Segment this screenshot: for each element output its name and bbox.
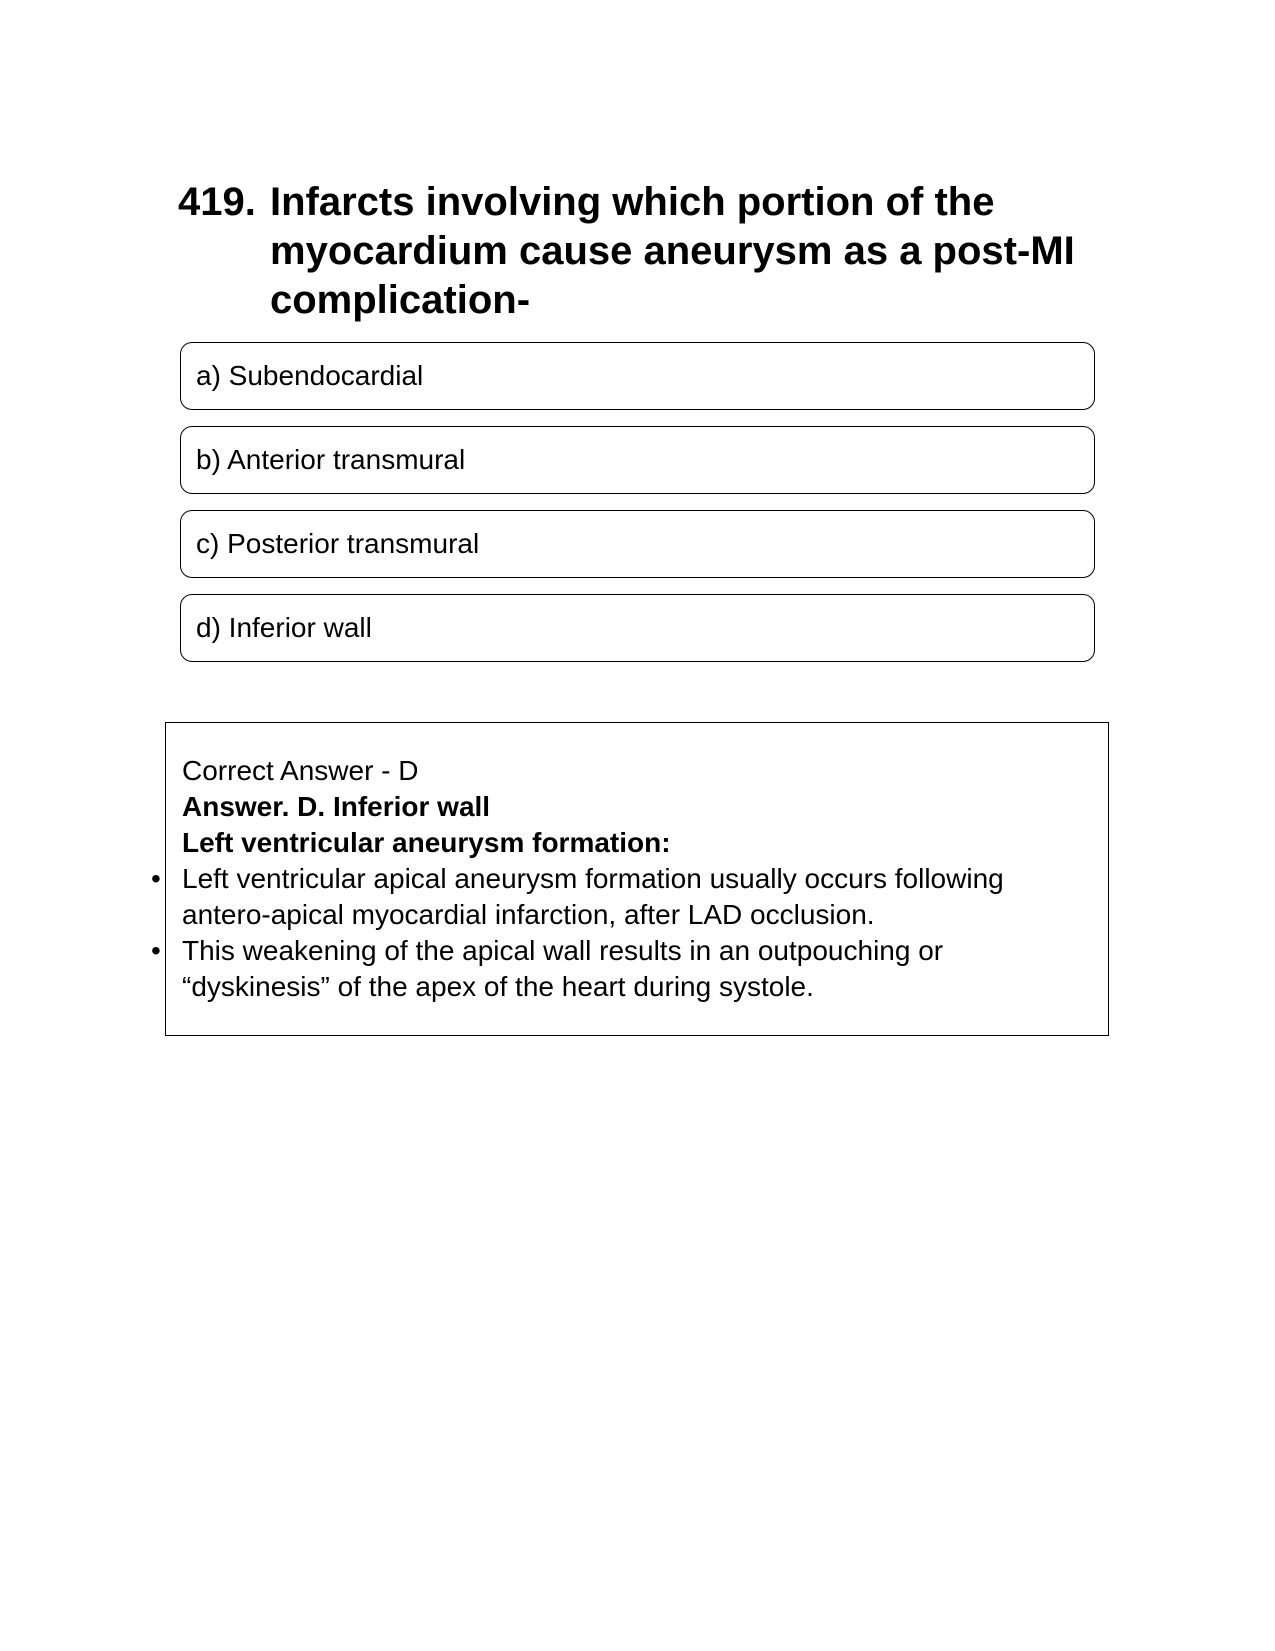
- explanation-text: This weakening of the apical wall results in an outpouching or “dyskinesis” of the apex of the heart during systole.: [182, 935, 944, 1002]
- explanation-item: [151, 861, 1092, 933]
- explanation-item: [151, 933, 1092, 1005]
- option-a[interactable]: [180, 342, 1095, 410]
- bullet-icon: •: [151, 935, 161, 966]
- option-b[interactable]: [180, 426, 1095, 494]
- answer-explanation-box: [151, 722, 1109, 1036]
- question: [178, 178, 1083, 325]
- option-d-label: d) Inferior wall: [196, 612, 372, 643]
- option-c-label: c) Posterior transmural: [196, 528, 480, 559]
- answer-heading: Answer. D. Inferior wall: [182, 791, 491, 822]
- option-c[interactable]: [180, 510, 1095, 578]
- options-list: [180, 342, 1095, 678]
- question-text: Infarcts involving which portion of the myocardium cause aneurysm as a post-MI complication-: [270, 180, 1075, 322]
- answer-subheading: Left ventricular aneurysm formation:: [182, 827, 671, 858]
- bullet-icon: •: [151, 863, 161, 894]
- option-b-label: b) Anterior transmural: [196, 444, 466, 475]
- option-d[interactable]: [180, 594, 1095, 662]
- explanation-text: Left ventricular apical aneurysm formation usually occurs following antero-apical myocardial infarction, after LAD occlusion.: [182, 863, 1004, 930]
- option-a-label: a) Subendocardial: [196, 360, 424, 391]
- question-number: 419.: [178, 180, 256, 224]
- explanation-list: [151, 861, 1092, 1005]
- correct-answer: Correct Answer - D: [182, 755, 419, 786]
